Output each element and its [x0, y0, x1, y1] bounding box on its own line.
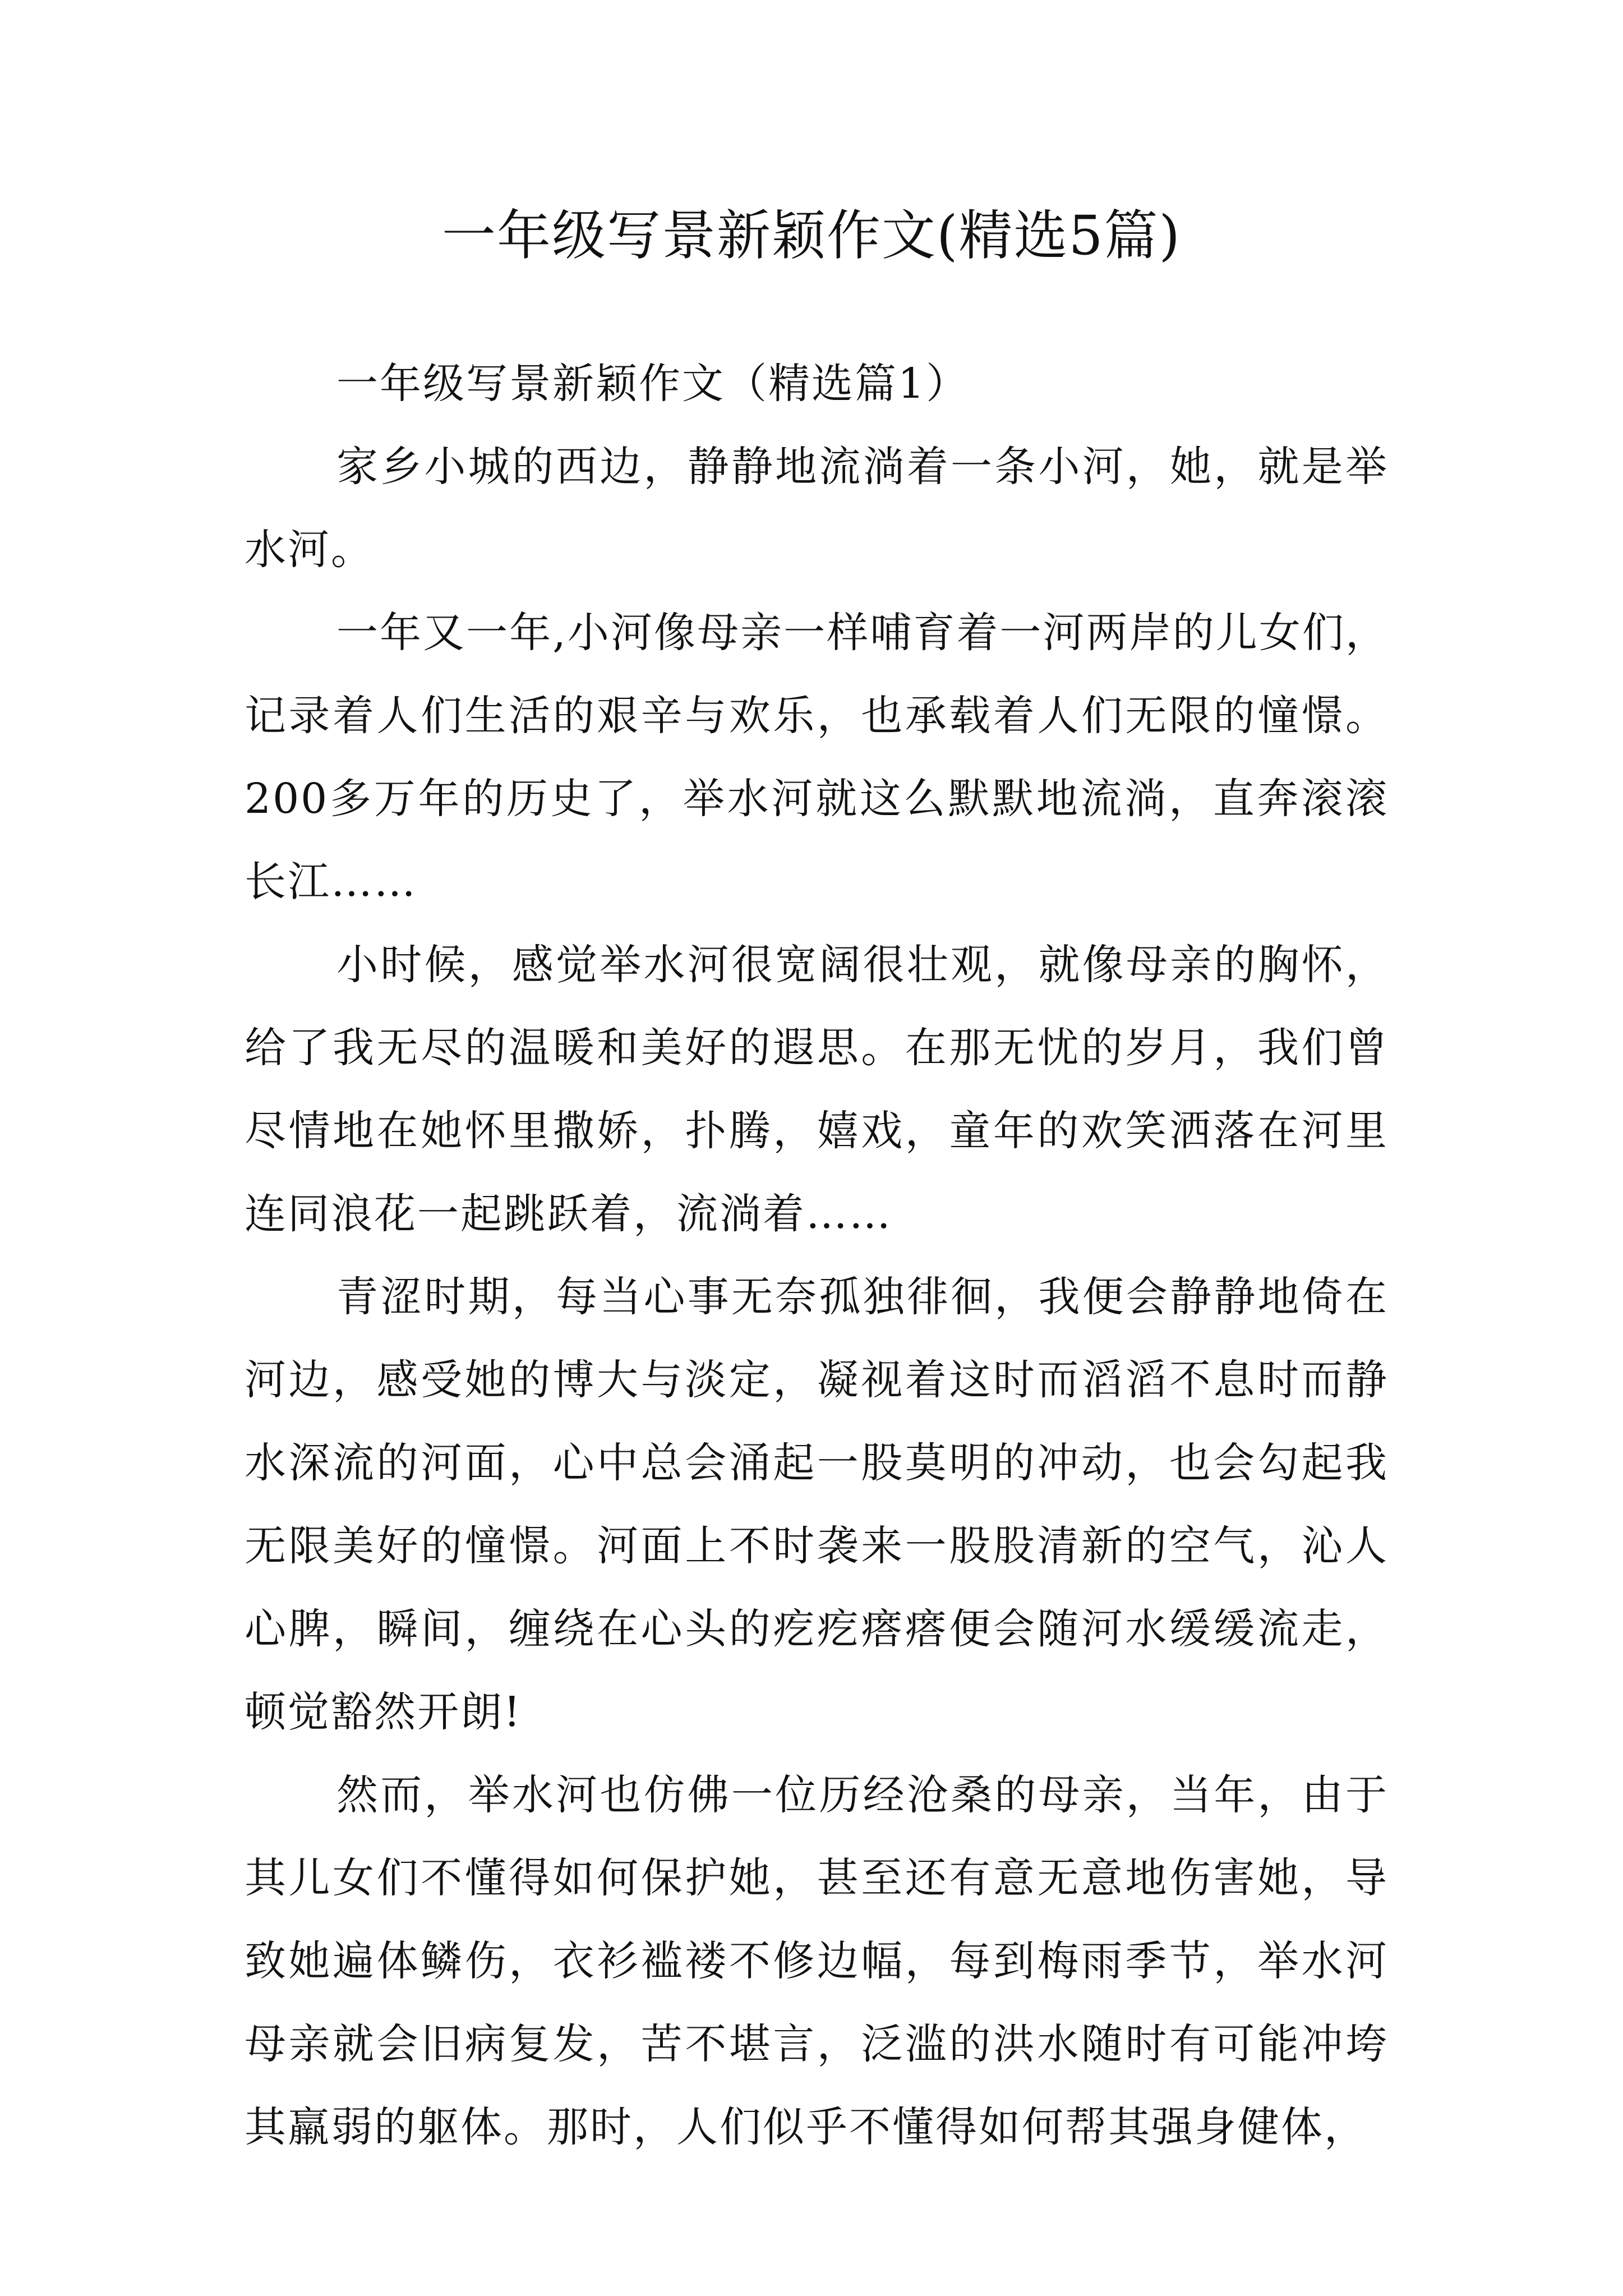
section-heading: 一年级写景新颖作文（精选篇1）: [336, 360, 970, 408]
document-title: 一年级写景新颖作文(精选5篇): [442, 204, 1181, 267]
document-body: [245, 342, 1389, 2169]
paragraph-3: 小时候，感觉举水河很宽阔很壮观，就像母亲的胸怀，给了我无尽的温暖和美好的遐思。在那无忧的岁月，我们曾尽情地在她怀里撒娇，扑腾，嬉戏，童年的欢笑洒落在河里连同浪花一起跳跃着，流淌着……: [245, 941, 1389, 1238]
paragraph-5: 然而，举水河也仿佛一位历经沧桑的母亲，当年，由于其儿女们不懂得如何保护她，甚至还有意无意地伤害她，导致她遍体鳞伤，衣衫褴褛不修边幅，每到梅雨季节，举水河母亲就会旧病复发，苦不堪言，泛滥的洪水随时有可能冲垮其羸弱的躯体。那时，人们似乎不懂得如何帮其强身健体，: [245, 1771, 1389, 2151]
paragraph-4: 青涩时期，每当心事无奈孤独徘徊，我便会静静地倚在河边，感受她的博大与淡定，凝视着这时而滔滔不息时而静水深流的河面，心中总会涌起一股莫明的冲动，也会勾起我无限美好的憧憬。河面上不时袭来一股股清新的空气，沁人心脾，瞬间，缠绕在心头的疙疙瘩瘩便会随河水缓缓流走，顿觉豁然开朗!: [245, 1273, 1389, 1736]
paragraph-1: 家乡小城的西边，静静地流淌着一条小河，她，就是举水河。: [245, 443, 1389, 574]
paragraph-2: 一年又一年,小河像母亲一样哺育着一河两岸的儿女们，记录着人们生活的艰辛与欢乐，也承载着人们无限的憧憬。200多万年的历史了，举水河就这么默默地流淌，直奔滚滚长江……: [245, 609, 1389, 906]
